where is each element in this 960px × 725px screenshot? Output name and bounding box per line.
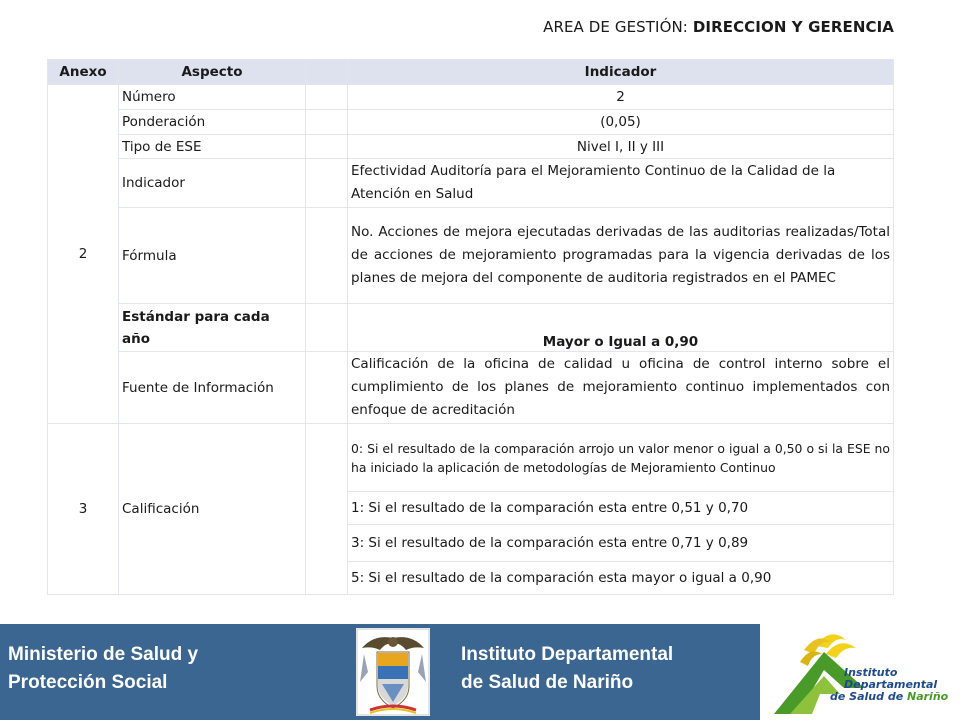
ministry-name: Ministerio de Salud y Protección Social — [8, 644, 199, 693]
indicator-table — [47, 59, 894, 595]
valor-cell: (0,05) — [348, 110, 894, 135]
institute-name: Instituto Departamental de Salud de Nariño — [461, 644, 674, 693]
calificacion-item: 5: Si el resultado de la comparación esta mayor o igual a 0,90 — [348, 562, 894, 595]
table-row — [48, 424, 894, 492]
table-header-row — [48, 60, 894, 85]
table-row — [48, 110, 894, 135]
aspecto-cell: Número — [119, 85, 306, 110]
svg-text:de Salud de Nariño — [830, 690, 949, 703]
aspecto-cell: Tipo de ESE — [119, 135, 306, 159]
table-row — [48, 159, 894, 208]
table-row — [48, 135, 894, 159]
valor-cell: Nivel I, II y III — [348, 135, 894, 159]
header-indicador: Indicador — [348, 60, 894, 85]
calificacion-item: 3: Si el resultado de la comparación esta entre 0,71 y 0,89 — [348, 525, 894, 562]
logo-text-2: Departamental — [844, 678, 938, 691]
header-anexo: Anexo — [48, 60, 119, 85]
table-row — [48, 85, 894, 110]
institute-logo — [760, 624, 960, 720]
footer-bar — [0, 624, 960, 720]
table-row — [48, 352, 894, 424]
anexo-cell: 2 — [48, 85, 119, 424]
header-aspecto: Aspecto — [119, 60, 306, 85]
aspecto-cell: Fuente de Información — [119, 352, 306, 424]
area-title — [543, 18, 894, 36]
calificacion-label: Calificación — [119, 424, 306, 595]
table-row — [48, 208, 894, 304]
valor-cell: Mayor o Igual a 0,90 — [348, 304, 894, 352]
valor-cell: 2 — [348, 85, 894, 110]
table-row — [48, 304, 894, 352]
anexo-cell: 3 — [48, 424, 119, 595]
calificacion-item: 0: Si el resultado de la comparación arrojo un valor menor o igual a 0,50 o si la ESE no ha iniciado la aplicación de metodologías de Mejoramiento Continuo — [348, 424, 894, 492]
valor-cell: Calificación de la oficina de calidad u oficina de control interno sobre el cumplimiento de los planes de mejoramiento continuo implementados con enfoque de acreditación — [348, 352, 894, 424]
aspecto-cell: Ponderación — [119, 110, 306, 135]
area-value: DIRECCION Y GERENCIA — [692, 18, 894, 36]
institute-logo-icon — [760, 624, 960, 720]
valor-cell: No. Acciones de mejora ejecutadas derivadas de las auditorias realizadas/Total de acciones de mejoramiento programadas para la vigencia derivadas de los planes de mejora del componente de auditoria registrados en el PAMEC — [348, 208, 894, 304]
logo-text-accent: Nariño — [907, 690, 949, 703]
coat-of-arms-icon — [356, 628, 430, 716]
area-label: AREA DE GESTIÓN: — [543, 18, 688, 36]
valor-cell: Efectividad Auditoría para el Mejoramiento Continuo de la Calidad de la Atención en Salud — [348, 159, 894, 208]
header-blank — [306, 60, 348, 85]
logo-text-1: Instituto — [844, 666, 898, 679]
aspecto-cell: Indicador — [119, 159, 306, 208]
aspecto-cell: Fórmula — [119, 208, 306, 304]
aspecto-cell: Estándar para cada año — [119, 304, 306, 352]
logo-text-3: de Salud de — [830, 690, 904, 703]
calificacion-item: 1: Si el resultado de la comparación esta entre 0,51 y 0,70 — [348, 492, 894, 525]
